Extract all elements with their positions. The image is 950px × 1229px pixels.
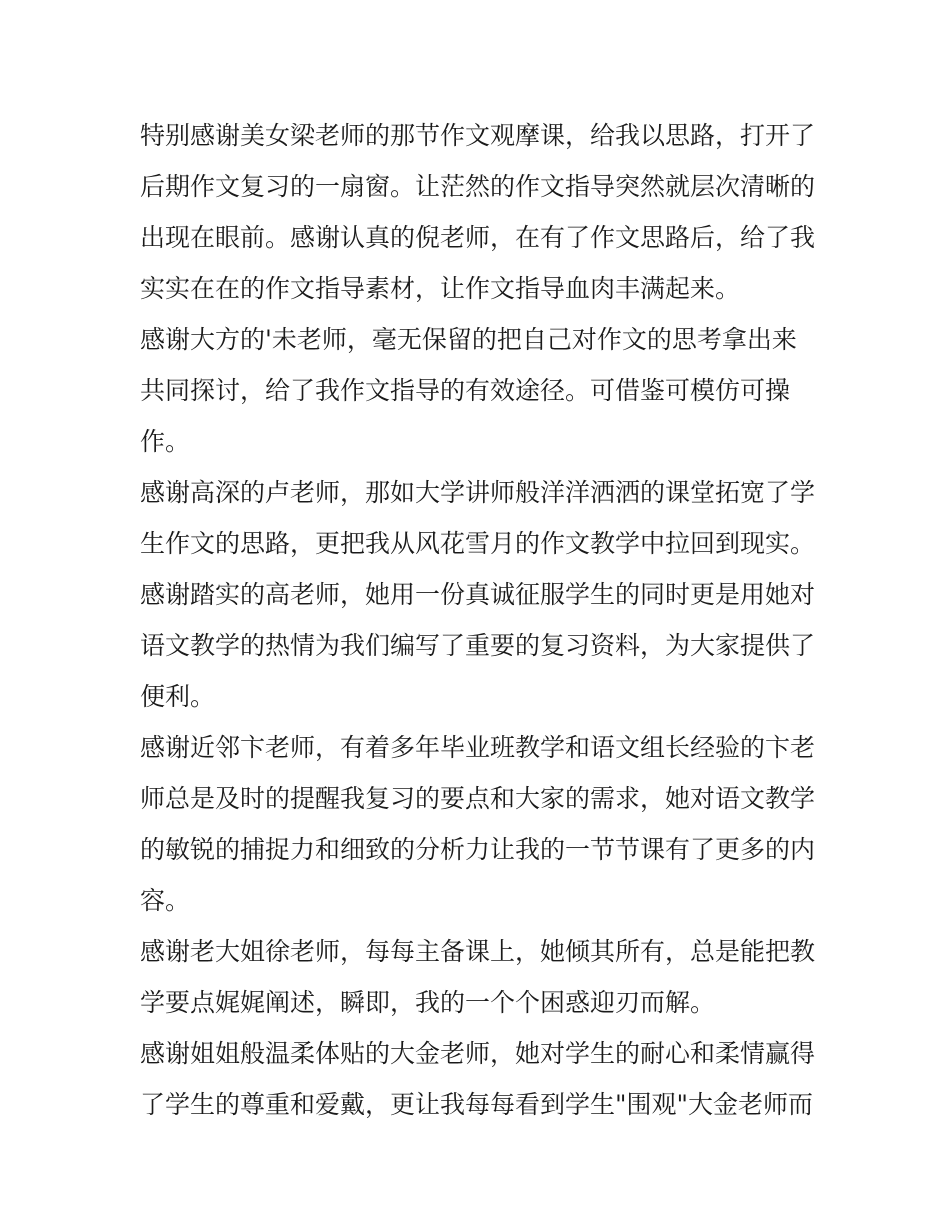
text-line: 语文教学的热情为我们编写了重要的复习资料，为大家提供了: [140, 631, 816, 660]
text-line: 感谢近邻卞老师，有着多年毕业班教学和语文组长经验的卞老: [140, 733, 816, 762]
text-line: 特别感谢美女梁老师的那节作文观摩课，给我以思路，打开了: [140, 121, 816, 150]
text-line: 作。: [140, 427, 191, 456]
text-line: 学要点娓娓阐述，瞬即，我的一个个困惑迎刃而解。: [140, 988, 716, 1017]
text-line: 感谢老大姐徐老师，每每主备课上，她倾其所有，总是能把教: [140, 937, 816, 966]
text-line: 感谢姐姐般温柔体贴的大金老师，她对学生的耐心和柔情赢得: [140, 1039, 816, 1068]
text-line: 感谢踏实的高老师，她用一份真诚征服学生的同时更是用她对: [140, 580, 816, 609]
text-line: 感谢大方的'未老师，毫无保留的把自己对作文的思考拿出来: [140, 325, 797, 354]
text-line: 实实在在的作文指导素材，让作文指导血肉丰满起来。: [140, 274, 741, 303]
text-line: 出现在眼前。感谢认真的倪老师，在有了作文思路后，给了我: [140, 223, 816, 252]
text-line: 后期作文复习的一扇窗。让茫然的作文指导突然就层次清晰的: [140, 172, 816, 201]
text-line: 了学生的尊重和爱戴，更让我每每看到学生"围观"大金老师而: [140, 1090, 814, 1119]
document-body: [140, 110, 840, 1130]
text-line: 容。: [140, 886, 191, 915]
text-line: 生作文的思路，更把我从风花雪月的作文教学中拉回到现实。: [140, 529, 816, 558]
text-line: 感谢高深的卢老师，那如大学讲师般洋洋洒洒的课堂拓宽了学: [140, 478, 816, 507]
text-line: 的敏锐的捕捉力和细致的分析力让我的一节节课有了更多的内: [140, 835, 816, 864]
text-line: 便利。: [140, 682, 216, 711]
text-line: 师总是及时的提醒我复习的要点和大家的需求，她对语文教学: [140, 784, 816, 813]
text-line: 共同探讨，给了我作文指导的有效途径。可借鉴可模仿可操: [140, 376, 791, 405]
